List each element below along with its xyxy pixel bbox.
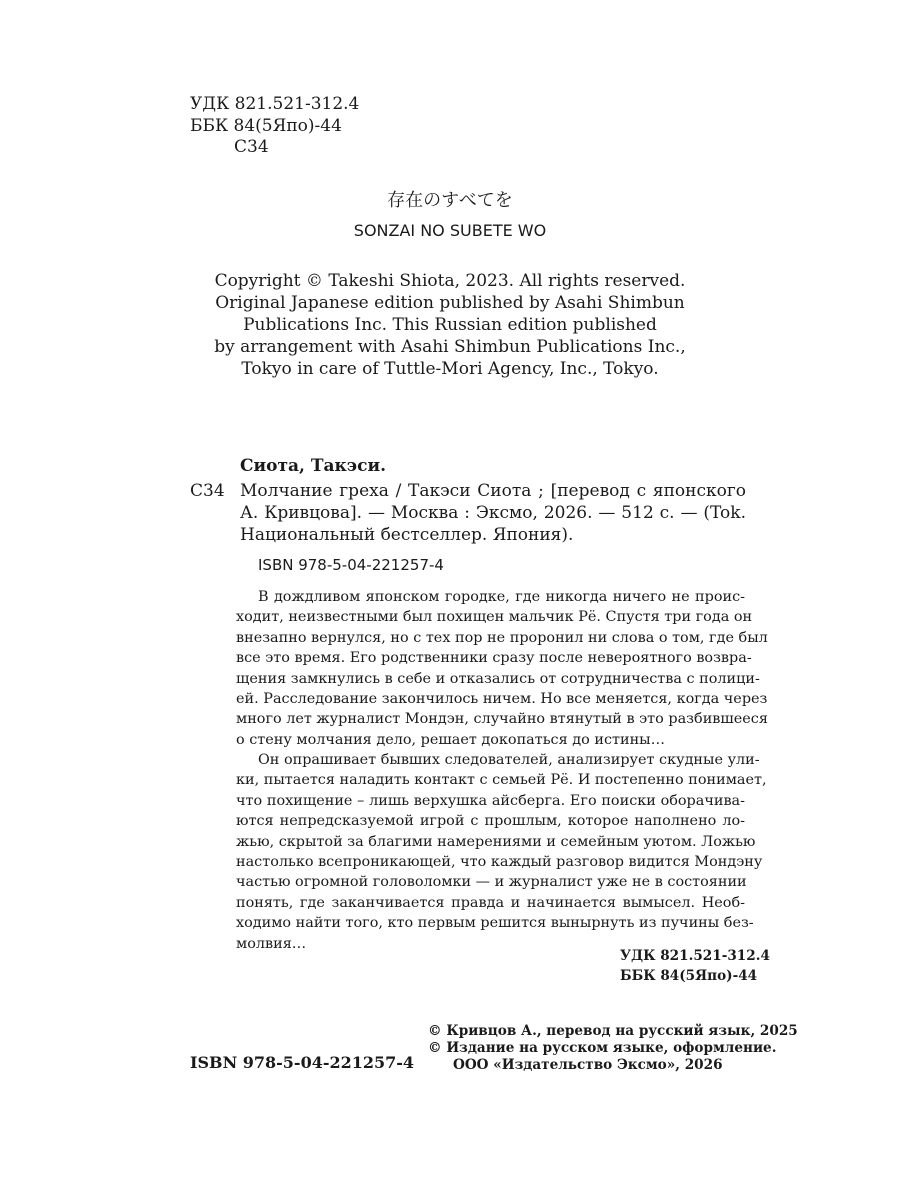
annotation-line: жью, скрытой за благими намерениями и семейным уютом. Ложью: [236, 833, 756, 850]
copyright-line: Publications Inc. This Russian edition published: [243, 315, 657, 335]
annotation-line: внезапно вернулся, но с тех пор не проронил ни слова о том, где был: [236, 629, 768, 646]
bib-line: Молчание греха / Такэси Сиота ; [перевод с японского: [240, 481, 746, 501]
copyright-line: by arrangement with Asahi Shimbun Publications Inc.,: [214, 337, 686, 357]
annotation-line: ходимо найти того, кто первым решится вынырнуть из пучины без-: [236, 915, 754, 932]
annotation-line: Он опрашивает бывших следователей, анализирует скудные ули-: [258, 752, 760, 768]
bottom-udk-code: УДК 821.521-312.4: [620, 948, 770, 964]
copyright-block: [0, 270, 900, 380]
annotation-line: понять, где заканчивается правда и начинается вымысел. Необ-: [236, 894, 745, 911]
udk-code: УДК 821.521-312.4: [190, 94, 360, 114]
bib-line: А. Кривцова]. — Москва : Эксмо, 2026. — 512 с. — (Tok.: [240, 503, 746, 523]
annotation-line: ей. Расследование закончилось ничем. Но все меняется, когда через: [236, 691, 768, 708]
copyright-line: Tokyo in care of Tuttle-Mori Agency, Inc., Tokyo.: [241, 359, 659, 379]
isbn-line: ISBN 978-5-04-221257-4: [258, 556, 444, 574]
copyright-publisher: ООО «Издательство Эксмо», 2026: [453, 1057, 723, 1073]
bbk-code: ББК 84(5Япо)-44: [190, 116, 342, 136]
copyright-line: Copyright © Takeshi Shiota, 2023. All rights reserved.: [214, 271, 686, 291]
annotation-line: молвия…: [236, 935, 307, 952]
annotation-line: что похищение – лишь верхушка айсберга. Его поиски оборачива-: [236, 792, 745, 809]
annotation-line: В дождливом японском городке, где никогда ничего не проис-: [258, 589, 745, 605]
annotation-line: о стену молчания дело, решает докопаться до истины…: [236, 731, 666, 748]
annotation-line: все это время. Его родственники сразу после невероятного возвра-: [236, 650, 752, 667]
original-title-japanese: 存在のすべてを: [387, 190, 513, 211]
bottom-bbk-code: ББК 84(5Япо)-44: [620, 968, 758, 984]
author-mark: С34: [190, 481, 225, 501]
annotation-paragraph-1: [236, 587, 768, 750]
original-title-romaji: SONZAI NO SUBETE WO: [353, 221, 547, 240]
copyright-translation: © Кривцов А., перевод на русский язык, 2025: [428, 1023, 798, 1039]
bib-line: Национальный бестселлер. Япония).: [240, 525, 574, 545]
bibliographic-description: [240, 480, 746, 546]
annotation-line: ки, пытается наладить контакт с семьей Рё. И постепенно понимает,: [236, 772, 767, 789]
bottom-isbn: ISBN 978-5-04-221257-4: [190, 1053, 415, 1072]
annotation-line: много лет журналист Мондэн, случайно втянутый в это разбившееся: [236, 711, 768, 728]
annotation-line: ются непредсказуемой игрой с прошлым, которое наполнено ло-: [236, 813, 745, 830]
copyright-edition: © Издание на русском языке, оформление.: [428, 1040, 777, 1056]
copyright-line: Original Japanese edition published by Asahi Shimbun: [215, 293, 685, 313]
annotation-paragraph-2: [236, 750, 767, 954]
author-mark-top: С34: [234, 137, 269, 157]
annotation-line: щения замкнулись в себе и отказались от сотрудничества с полици-: [236, 670, 760, 687]
annotation-line: частью огромной головоломки — и журналист уже не в состоянии: [236, 874, 747, 891]
annotation-line: настолько всепроникающей, что каждый разговор видится Мондэну: [236, 854, 763, 871]
author-heading: Сиота, Такэси.: [240, 456, 387, 476]
annotation-line: ходит, неизвестными был похищен мальчик Рё. Спустя три года он: [236, 609, 753, 626]
